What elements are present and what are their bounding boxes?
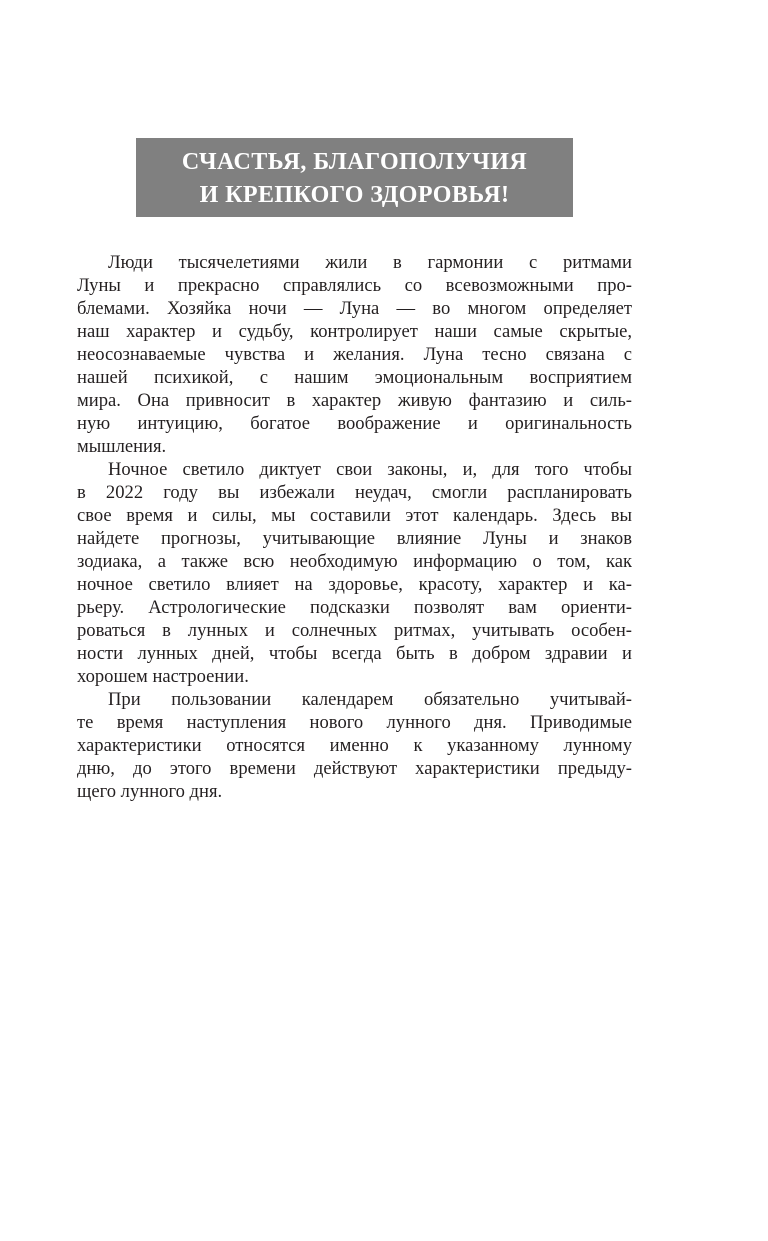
text-line: роваться в лунных и солнечных ритмах, учитывать особен- xyxy=(77,620,632,641)
text-line: в 2022 году вы избежали неудач, смогли распланировать xyxy=(77,482,632,503)
text-line: ности лунных дней, чтобы всегда быть в добром здравии и xyxy=(77,643,632,664)
text-line: Ночное светило диктует свои законы, и, для того чтобы xyxy=(108,459,632,480)
text-line: блемами. Хозяйка ночи — Луна — во многом определяет xyxy=(77,298,632,319)
text-line: хорошем настроении. xyxy=(77,666,249,687)
text-line: Луны и прекрасно справлялись со всевозможными про- xyxy=(77,275,632,296)
paragraph-2 xyxy=(77,458,632,688)
text-line: ночное светило влияет на здоровье, красоту, характер и ка- xyxy=(77,574,632,595)
paragraph-3 xyxy=(77,688,632,803)
text-line: мышления. xyxy=(77,436,167,457)
text-line: ную интуицию, богатое воображение и оригинальность xyxy=(77,413,632,434)
text-line: те время наступления нового лунного дня. Приводимые xyxy=(77,712,632,733)
text-line: нашей психикой, с нашим эмоциональным восприятием xyxy=(77,367,632,388)
text-line: дню, до этого времени действуют характеристики предыду- xyxy=(77,758,632,779)
paragraph-1 xyxy=(77,251,632,458)
text-line: щего лунного дня. xyxy=(77,781,223,802)
section-title-line-2: И КРЕПКОГО ЗДОРОВЬЯ! xyxy=(199,181,510,208)
text-line: характеристики относятся именно к указанному лунному xyxy=(77,735,632,756)
text-line: неосознаваемые чувства и желания. Луна тесно связана с xyxy=(77,344,632,365)
text-line: рьеру. Астрологические подсказки позволят вам ориенти- xyxy=(77,597,632,618)
text-line: найдете прогнозы, учитывающие влияние Луны и знаков xyxy=(77,528,632,549)
text-line: Люди тысячелетиями жили в гармонии с ритмами xyxy=(108,252,632,273)
text-line: При пользовании календарем обязательно учитывай- xyxy=(108,689,632,710)
text-line: наш характер и судьбу, контролирует наши самые скрытые, xyxy=(77,321,632,342)
section-title-line-1: СЧАСТЬЯ, БЛАГОПОЛУЧИЯ xyxy=(181,148,528,175)
text-line: зодиака, а также всю необходимую информацию о том, как xyxy=(77,551,632,572)
text-line: мира. Она привносит в характер живую фантазию и силь- xyxy=(77,390,632,411)
section-title-banner xyxy=(136,138,573,217)
text-line: свое время и силы, мы составили этот календарь. Здесь вы xyxy=(77,505,632,526)
body-text xyxy=(77,251,632,803)
